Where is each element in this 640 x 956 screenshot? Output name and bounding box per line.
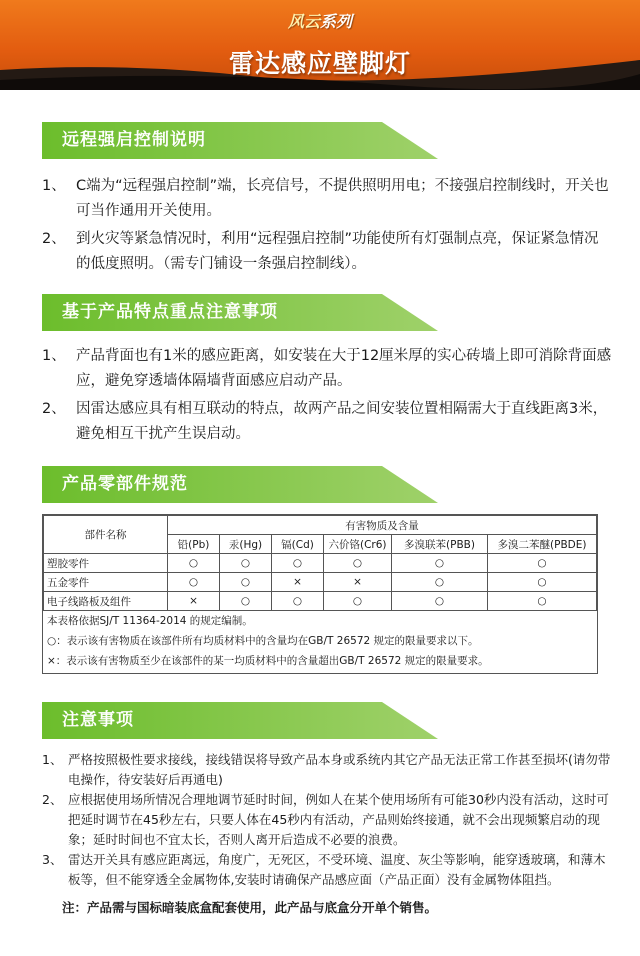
table-cell: × — [324, 573, 392, 592]
item-number: 1、 — [42, 178, 66, 194]
substance-header: 多溴二苯醚(PBDE) — [488, 535, 597, 554]
row-part-name: 五金零件 — [44, 573, 168, 592]
table-cell: × — [168, 592, 220, 611]
table-cell: ○ — [272, 592, 324, 611]
substance-header: 镉(Cd) — [272, 535, 324, 554]
table-cell: ○ — [220, 573, 272, 592]
section-banner-features — [42, 294, 438, 331]
item-number: 2、 — [42, 792, 63, 807]
substance-header: 汞(Hg) — [220, 535, 272, 554]
section-title: 基于产品特点重点注意事项 — [62, 302, 278, 322]
list-item — [42, 750, 612, 790]
table-cell: × — [272, 573, 324, 592]
item-number: 3、 — [42, 852, 63, 867]
header-substance-group: 有害物质及含量 — [168, 516, 597, 535]
row-part-name: 电子线路板及组件 — [44, 592, 168, 611]
item-number: 2、 — [42, 401, 66, 417]
parts-table-box — [42, 514, 598, 674]
list-item — [42, 174, 612, 224]
item-text: C端为“远程强启控制”端，长亮信号，不提供照明用电；不接强启控制线时，开关也可当作通用开关使用。 — [76, 178, 609, 219]
table-note: 本表格依据SJ/T 11364-2014 的规定编制。 — [47, 615, 253, 627]
table-cell: ○ — [488, 554, 597, 573]
notice-items — [42, 750, 612, 890]
table-cell: ○ — [392, 592, 488, 611]
list-item — [42, 344, 612, 394]
item-text: 雷达开关具有感应距离远，角度广，无死区，不受环境、温度、灰尘等影响，能穿透玻璃，和薄木板等，但不能穿透全金属物体,安装时请确保产品感应面（产品正面）没有金属物体阻挡。 — [68, 852, 606, 887]
list-item — [42, 790, 612, 850]
item-text: 因雷达感应具有相互联动的特点，故两产品之间安装位置相隔需大于直线距离3米，避免相互干扰产生误启动。 — [76, 401, 608, 442]
series-brand: 风云 — [287, 12, 320, 31]
table-row — [44, 554, 597, 573]
list-item — [42, 850, 612, 890]
series-label — [0, 9, 640, 32]
section-banner-parts — [42, 466, 438, 503]
table-cell: ○ — [488, 573, 597, 592]
table-note: ○：表示该有害物质在该部件所有均质材料中的含量均在GB/T 26572 规定的限量要求以下。 — [47, 635, 479, 647]
item-text: 产品背面也有1米的感应距离，如安装在大于12厘米厚的实心砖墙上即可消除背面感应，避免穿透墙体隔墙背面感应启动产品。 — [76, 348, 612, 389]
substance-header: 铅(Pb) — [168, 535, 220, 554]
section-banner-notice — [42, 702, 438, 739]
item-text: 到火灾等紧急情况时，利用“远程强启控制”功能使所有灯强制点亮，保证紧急情况的低度照明。（需专门铺设一条强启控制线）。 — [76, 231, 599, 272]
feature-items — [42, 344, 612, 447]
substance-header: 六价铬(Cr6) — [324, 535, 392, 554]
table-note: ×：表示该有害物质至少在该部件的某一均质材料中的含量超出GB/T 26572 规定的限量要求。 — [47, 655, 489, 667]
table-cell: ○ — [324, 592, 392, 611]
table-cell: ○ — [168, 573, 220, 592]
substance-header: 多溴联苯(PBB) — [392, 535, 488, 554]
section-title: 远程强启控制说明 — [62, 130, 206, 150]
table-notes — [43, 611, 597, 671]
row-part-name: 塑胶零件 — [44, 554, 168, 573]
item-number: 1、 — [42, 752, 63, 767]
footnote: 注：产品需与国标暗装底盒配套使用，此产品与底盒分开单个销售。 — [62, 900, 438, 915]
list-item — [42, 397, 612, 447]
table-cell: ○ — [488, 592, 597, 611]
item-text: 应根据使用场所情况合理地调节延时时间，例如人在某个使用场所有可能30秒内没有活动，这时可把延时调节在45秒左右，只要人体在45秒内有活动，产品则始终接通，就不会出现频繁启动的现象；延时时间也不宜太长，否则人离开后造成不必要的浪费。 — [68, 792, 609, 847]
table-cell: ○ — [220, 554, 272, 573]
table-row — [44, 573, 597, 592]
item-number: 1、 — [42, 348, 66, 364]
table-cell: ○ — [392, 573, 488, 592]
page-title: 雷达感应壁脚灯 — [228, 49, 411, 78]
header-banner — [0, 0, 640, 90]
table-cell: ○ — [168, 554, 220, 573]
parts-table — [43, 515, 597, 611]
table-cell: ○ — [324, 554, 392, 573]
table-cell: ○ — [220, 592, 272, 611]
section-title: 注意事项 — [62, 710, 134, 730]
header-part-name: 部件名称 — [44, 516, 168, 554]
remote-items — [42, 174, 612, 277]
table-cell: ○ — [392, 554, 488, 573]
table-row — [44, 592, 597, 611]
table-cell: ○ — [272, 554, 324, 573]
item-text: 严格按照极性要求接线，接线错误将导致产品本身或系统内其它产品无法正常工作甚至损坏(请勿带电操作，待安装好后再通电) — [68, 752, 611, 787]
item-number: 2、 — [42, 231, 66, 247]
list-item — [42, 227, 612, 277]
section-banner-remote — [42, 122, 438, 159]
series-suffix: 系列 — [320, 12, 353, 31]
section-title: 产品零部件规范 — [62, 474, 188, 494]
